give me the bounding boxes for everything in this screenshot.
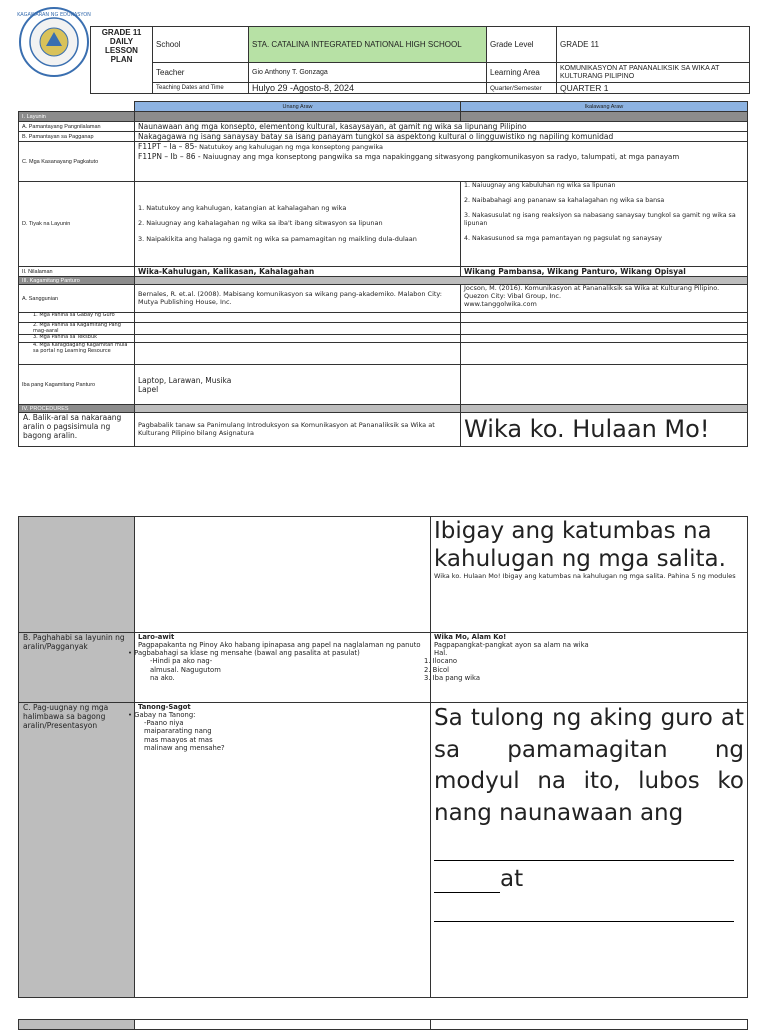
lang-1: Ilocano	[432, 657, 458, 666]
sanggunian-day2: Jocson, M. (2016). Komunikasyon at Pananaliksik sa Wika at Kulturang Pilipino. Quezon City: Vibal Group, Inc. www.tanggolwika.com	[461, 285, 748, 313]
paguugnay-at: at	[500, 865, 524, 892]
quarter-value: QUARTER 1	[557, 83, 750, 94]
lesson-type: GRADE 11 DAILY LESSON PLAN	[91, 27, 153, 94]
header-table	[90, 26, 750, 94]
teacher-label: Teacher	[153, 63, 249, 83]
lesson-table-page2: Ibigay ang katumbas na kahulugan ng mga salita. Wika ko. Hulaan Mo! Ibigay ang katumbas na kahulugan ng mga salita. Pahina 5 ng modules B. Paghahabi sa layunin ng aralin/Pagganyak Laro-awit Pagpapakanta ng Pinoy Ako habang ipinapasa ang papel na naglalaman ng panuto • Pagbabahagi sa klase ng mensahe (bawal ang pasalita at pasulat) -Hindi pa ako nag- almusal. Nagugutom na ako. Wika Mo, Alam Ko! Pagpapangkat-pangkat ayon sa alam na wika Hal. 1. Ilocano 2. Bicol 3. Iba pang wika C. Pag-uugnay ng mga halimbawa sa bagong aralin/Presentasyon Tanong-Sagot • Gabay na Tanong: -Paano niya maipararating nang mas maayos at mas malinaw ang mensahe? Sa tulong ng aking guro at sa pamamagitan ng modyul na ito, lubos ko nang naunawaan ang at	[18, 516, 748, 998]
deped-seal-logo	[18, 6, 90, 78]
sub3-label: 3. Mga Pahina sa Teksbuk	[19, 335, 135, 343]
area-label: Learning Area	[487, 63, 557, 83]
dates-value: Hulyo 29 -Agosto-8, 2024	[249, 83, 487, 94]
page2-big-text: Ibigay ang katumbas na kahulugan ng mga salita.	[434, 518, 726, 573]
paguugnay-title: Tanong-Sagot	[138, 703, 191, 711]
sub1-label: 1. Mga Pahina sa Gabay ng Guro	[19, 313, 135, 323]
sub2-label: 2. Mga Pahina sa Kagamitang Pang mag-aaral	[19, 323, 135, 335]
tiyak-label: D. Tiyak na Layunin	[19, 182, 135, 267]
pangnilalaman-label: A. Pamantayang Pangnilalaman	[19, 122, 135, 132]
paguugnay-label: C. Pag-uugnay ng mga halimbawa sa bagong aralin/Presentasyon	[19, 703, 135, 998]
svg-text:KAGAWARAN NG EDUKASYON: KAGAWARAN NG EDUKASYON	[17, 12, 91, 18]
iba-label: Iba pang Kagamitang Panturo	[19, 365, 135, 405]
school-label: School	[153, 27, 249, 63]
kasanayan-text	[135, 142, 748, 182]
blank-line-1	[434, 830, 734, 861]
lang-2: Bicol	[432, 665, 449, 674]
kasanayan-2-text: Naiuugnay ang mga konseptong pangwika sa mga napakinggang sitwasyong pangkomunikasyon sa radyo, talumpati, at mga panayam	[200, 152, 680, 161]
paghahabi-label: B. Paghahabi sa layunin ng aralin/Pagganyak	[19, 633, 135, 703]
lesson-table-page3	[18, 1019, 748, 1030]
teacher-value: Gio Anthony T. Gonzaga	[249, 63, 487, 83]
area-value: KOMUNIKASYON AT PANANALIKSIK SA WIKA AT KULTURANG PILIPINO	[557, 63, 750, 83]
paghahabi-title1: Laro-awit	[138, 633, 175, 641]
grade-label: Grade Level	[487, 27, 557, 63]
sanggunian-day1: Bernales, R. et.al. (2008). Mabisang komunikasyon sa wikang pang-akademiko. Malabon City: Mutya Publishing House, Inc.	[135, 285, 461, 313]
page2-small-note: Wika ko. Hulaan Mo! Ibigay ang katumbas na kahulugan ng mga salita. Pahina 5 ng modules	[434, 572, 736, 581]
paghahabi-text1: Pagpapakanta ng Pinoy Ako habang ipinapasa ang papel na naglalaman ng panuto	[138, 641, 421, 650]
column-day2: Ikalawang Araw	[461, 102, 748, 112]
section-kagamitan: III. Kagamitang Panturo	[19, 277, 135, 285]
kasanayan-label: C. Mga Kasanayang Pagkatuto	[19, 142, 135, 182]
nilalaman-day1: Wika-Kahulugan, Kalikasan, Kahalagahan	[135, 267, 461, 277]
nilalaman-label: II. Nilalaman	[19, 267, 135, 277]
column-day1: Unang Araw	[135, 102, 461, 112]
paghahabi-title2: Wika Mo, Alam Ko!	[434, 633, 507, 641]
blank-line-3	[434, 893, 734, 922]
school-value: STA. CATALINA INTEGRATED NATIONAL HIGH SCHOOL	[249, 27, 487, 63]
balik-day1: Pagbabalik tanaw sa Panimulang Introduksyon sa Komunikasyon at Pananaliksik sa Wika at Kulturang Pilipino bilang Asignatura	[135, 413, 461, 447]
lesson-table	[18, 101, 748, 447]
iba-day1: Laptop, Larawan, Musika Lapel	[135, 365, 461, 405]
section-procedures: IV. PROCEDURES	[19, 405, 135, 413]
nilalaman-day2: Wikang Pambansa, Wikang Panturo, Wikang Opisyal	[461, 267, 748, 277]
balik-label: A. Balik-aral sa nakaraang aralin o pagsisimula ng bagong aralin.	[19, 413, 135, 447]
tiyak-day2: 1. Naiuugnay ang kabuluhan ng wika sa lipunan 2. Naibabahagi ang pananaw sa kahalagahan ng wika sa bansa 3. Nakasusulat ng isang reaksiyon sa nabasang sanaysay tungkol sa gamit ng wika sa lipunan 4. Nakasusunod sa mga pamantayan ng pagsulat ng sanaysay	[461, 182, 748, 267]
lang-3: Iba pang wika	[432, 673, 480, 682]
kasanayan-1-code: F11PT – Ia – 85-	[138, 142, 198, 151]
paguugnay-big-text: Sa tulong ng aking guro at sa pamamagitan ng modyul na ito, lubos ko nang naunawaan ang	[434, 705, 744, 827]
paghahabi-quote: -Hindi pa ako nag- almusal. Nagugutom na ako.	[150, 657, 221, 682]
section-layunin: I. Layunin	[19, 112, 135, 122]
paghahabi-text2: Pagpapangkat-pangkat ayon sa alam na wika Hal.	[434, 641, 589, 658]
paguugnay-question: -Paano niya maipararating nang mas maayos at mas malinaw ang mensahe?	[144, 719, 225, 752]
paguugnay-bullet: Gabay na Tanong:	[134, 711, 196, 720]
sanggunian-label: A. Sanggunian	[19, 285, 135, 313]
tiyak-day1: 1. Natutukoy ang kahulugan, katangian at kahalagahan ng wika 2. Naiuugnay ang kahalagahan ng wika sa iba't ibang sitwasyon sa lipunan 3. Naipakikita ang halaga ng gamit ng wika sa pamamagitan ng maikling dula-dulaan	[135, 182, 461, 267]
paghahabi-bullet: Pagbabahagi sa klase ng mensahe (bawal ang pasalita at pasulat)	[134, 649, 360, 658]
kasanayan-2-code: F11PN – Ib – 86 -	[138, 151, 201, 161]
balik-day2: Wika ko. Hulaan Mo!	[461, 413, 748, 447]
kasanayan-1-text: Natutukoy ang kahulugan ng mga konseptong pangwika	[197, 143, 384, 151]
dates-label: Teaching Dates and Time	[153, 83, 249, 94]
grade-value: GRADE 11	[557, 27, 750, 63]
quarter-label: Quarter/Semester	[487, 83, 557, 94]
pangnilalaman-text: Naunawaan ang mga konsepto, elementong kultural, kasaysayan, at gamit ng wika sa lipunang Pilipino	[135, 122, 748, 132]
pagganap-label: B. Pamantayan sa Pagganap	[19, 132, 135, 142]
blank-line-2	[434, 860, 500, 893]
sub4-label: 4. Mga Karagdagang Kagamitan mula sa portal ng Learning Resource	[19, 343, 135, 365]
pagganap-text: Nakagagawa ng isang sanaysay batay sa isang panayam tungkol sa aspektong kultural o lingguwistiko ng napiling komunidad	[135, 132, 748, 142]
